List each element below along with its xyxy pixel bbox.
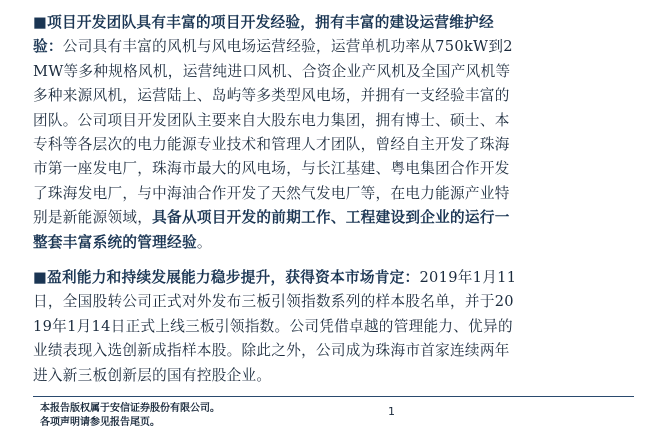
section-body-highlight: 具备从项目开发的前期工作、工程建设到企业的运行一整套丰富系统的管理经验 — [33, 209, 510, 251]
bullet-square-icon: ■ — [33, 14, 48, 31]
section-heading: 项目开发团队具有丰富的项目开发经验，拥有丰富的建设运营维护经验： — [33, 14, 494, 56]
section-body: 公司具有丰富的风机与风电场运营经验，运营单机功率从750kW到2MW等多种规格风机，运营纯进口风机、合资企业产风机及全国产风机等多种来源风机，运营陆上、岛屿等多类型风电场，并拥有一支经验丰富的团队。公司项目开发团队主要来自大股东电力集团，拥有博士、硕士、本专科等各层次的电力能源专业技术和管理人才团队，曾经自主开发了珠海市第一座发电厂，珠海市最大的风电场，与长江基建、粤电集团合作开发了珠海发电厂，与中海油合作开发了天然气发电厂等，在电力能源产业特别是新能源领域， — [33, 38, 513, 227]
footer-copyright: 本报告版权属于安信证券股份有限公司。 — [40, 403, 220, 414]
section-profitability — [33, 266, 521, 388]
footer-disclaimer: 各项声明请参见报告尾页。 — [40, 417, 160, 428]
section-body: 2019年1月11日，全国股转公司正式对外发布三板引领指数系列的样本股名单，并于2019年1月14日正式上线三板引领指数。公司凭借卓越的管理能力、优异的业绩表现入选创新成指样本股。除此之外，公司成为珠海市首家连续两年进入新三板创新层的国有控股企业。 — [33, 269, 517, 384]
page-number: 1 — [388, 405, 395, 418]
footer-divider — [33, 396, 634, 397]
section-body-end: 。 — [196, 233, 212, 251]
bullet-square-icon: ■ — [33, 269, 48, 286]
section-experience — [33, 11, 521, 255]
section-heading: 盈利能力和持续发展能力稳步提升，获得资本市场肯定： — [47, 269, 420, 286]
